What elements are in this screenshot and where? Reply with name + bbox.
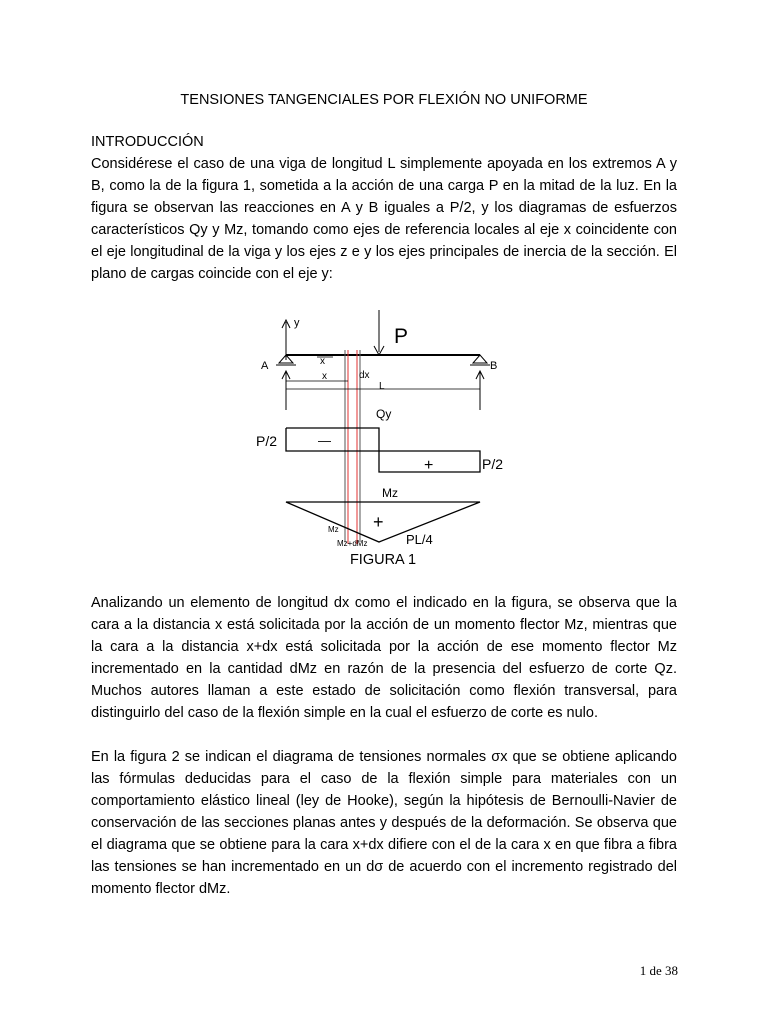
x-top-label: x — [320, 356, 325, 367]
figure-caption: FIGURA 1 — [349, 552, 417, 568]
paragraph-figure-2: En la figura 2 se indican el diagrama de tensiones normales σx que se obtiene aplicando las fórmulas deducidas para el caso de la flexión simple para materiales con un comportamiento elástico lineal (ley de Hooke), según la hipótesis de Bernoulli-Navier de conservación de las secciones planas antes y después de la deformación. Se observa que el diagrama que se obtiene para la cara x+dx difiere con el de la cara x en que fibra a fibra las tensiones se han incrementado en un dσ de acuerdo con el incremento registrado del momento flector dMz. — [91, 749, 677, 897]
paragraph-analysis: Analizando un elemento de longitud dx como el indicado en la figura, se observa que la cara a la distancia x está solicitada por la acción de un momento flector Mz, mientras que la cara a la distancia x+dx está solicitada por la acción de ese momento flector Mz incrementado en la cantidad dMz en razón de la presencia del esfuerzo de corte Qz. Muchos autores llaman a este estado de solicitación como flexión transversal, para distinguirlo del caso de la flexión simple en la cual el esfuerzo de corte es nulo. — [91, 595, 677, 721]
support-b — [473, 355, 487, 363]
moment-max-label: PL/4 — [406, 532, 433, 547]
moment-mzdmz-label: Mz+dMz — [337, 539, 368, 548]
document-title: TENSIONES TANGENCIALES POR FLEXIÓN NO UNIFORME — [180, 92, 588, 108]
moment-title: Mz — [382, 486, 398, 500]
shear-left-label: P/2 — [256, 433, 278, 449]
length-label: L — [379, 381, 385, 392]
moment-plus-sign: + — [373, 512, 384, 532]
x-dim-label: x — [322, 371, 327, 382]
y-axis-label: y — [294, 317, 300, 329]
section-heading: INTRODUCCIÓN — [91, 134, 204, 150]
support-a-label: A — [261, 360, 269, 372]
shear-diagram — [286, 428, 379, 451]
moment-mz-label: Mz — [328, 525, 339, 534]
paragraph-intro: Considérese el caso de una viga de longitud L simplemente apoyada en los extremos A y B, como la de la figura 1, sometida a la acción de una carga P en la mitad de la luz. En la figura se observan las reacciones en A y B iguales a P/2, y los diagramas de esfuerzos característicos Qy y Mz, tomando como ejes de referencia locales al eje x coincidente con el eje longitudinal de la viga y los ejes z e y los ejes principales de inercia de la sección. El plano de cargas coincide con el eje y: — [91, 156, 677, 282]
dx-label: dx — [359, 370, 370, 381]
shear-minus-sign: — — [318, 433, 331, 448]
load-label: P — [394, 325, 409, 348]
shear-title: Qy — [376, 407, 392, 421]
support-b-label: B — [490, 360, 498, 372]
shear-plus-sign: + — [424, 457, 434, 474]
page-number: 1 de 38 — [639, 963, 678, 978]
shear-right-label: P/2 — [482, 456, 504, 472]
figure-1-diagram — [248, 306, 518, 566]
